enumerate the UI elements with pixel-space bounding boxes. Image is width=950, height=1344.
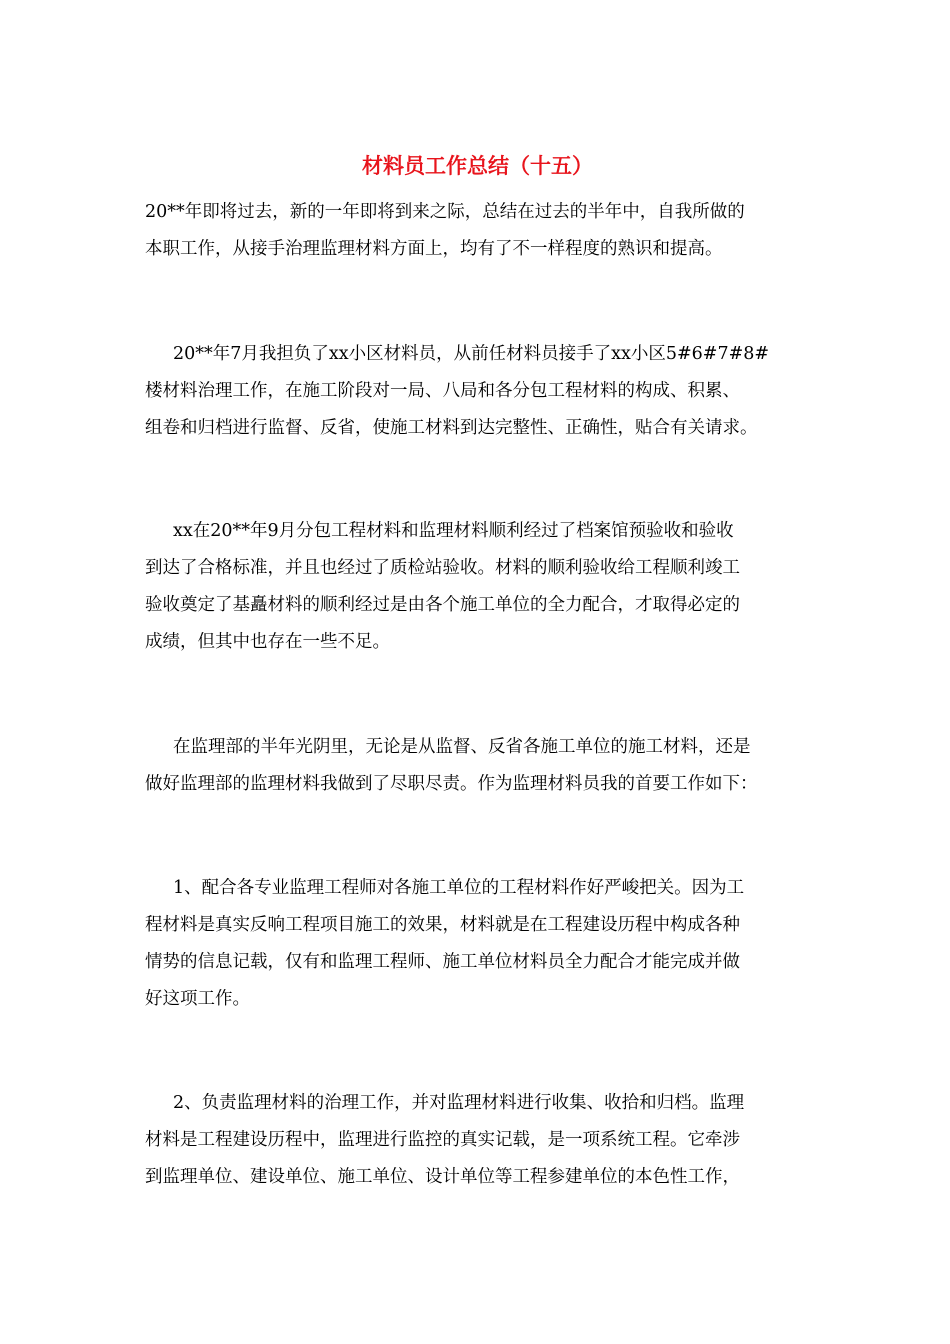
paragraph-2-line-3: 组卷和归档进行监督、反省，使施工材料到达完整性、正确性，贴合有关请求。 [145, 418, 758, 438]
paragraph-3-line-4: 成绩，但其中也存在一些不足。 [145, 632, 390, 652]
paragraph-3-line-1: xx在20**年9月分包工程材料和监理材料顺利经过了档案馆预验收和验收 [173, 521, 734, 541]
paragraph-6-line-1: 2、负责监理材料的治理工作，并对监理材料进行收集、收拾和归档。监理 [173, 1093, 745, 1113]
paragraph-3-line-2: 到达了合格标准，并且也经过了质检站验收。材料的顺利验收给工程顺利竣工 [145, 558, 740, 578]
paragraph-5-line-2: 程材料是真实反响工程项目施工的效果，材料就是在工程建设历程中构成各种 [145, 915, 740, 935]
paragraph-1-line-2: 本职工作，从接手治理监理材料方面上，均有了不一样程度的熟识和提高。 [145, 239, 723, 259]
paragraph-5-line-1: 1、配合各专业监理工程师对各施工单位的工程材料作好严峻把关。因为工 [173, 878, 745, 898]
paragraph-5-line-3: 情势的信息记载，仅有和监理工程师、施工单位材料员全力配合才能完成并做 [145, 952, 740, 972]
paragraph-3-line-3: 验收奠定了基矗材料的顺利经过是由各个施工单位的全力配合，才取得必定的 [145, 595, 740, 615]
paragraph-6-line-2: 材料是工程建设历程中，监理进行监控的真实记载，是一项系统工程。它牵涉 [145, 1130, 740, 1150]
paragraph-1-line-1: 20**年即将过去，新的一年即将到来之际，总结在过去的半年中，自我所做的 [145, 202, 745, 222]
paragraph-2-line-1: 20**年7月我担负了xx小区材料员，从前任材料员接手了xx小区5#6#7#8# [173, 344, 770, 364]
paragraph-5-line-4: 好这项工作。 [145, 989, 250, 1009]
document-title: 材料员工作总结（十五） [362, 154, 593, 178]
paragraph-4-line-1: 在监理部的半年光阴里，无论是从监督、反省各施工单位的施工材料，还是 [173, 737, 751, 757]
paragraph-4-line-2: 做好监理部的监理材料我做到了尽职尽责。作为监理材料员我的首要工作如下： [145, 774, 758, 794]
paragraph-6-line-3: 到监理单位、建设单位、施工单位、设计单位等工程参建单位的本色性工作， [145, 1167, 740, 1187]
paragraph-2-line-2: 楼材料治理工作，在施工阶段对一局、八局和各分包工程材料的构成、积累、 [145, 381, 740, 401]
